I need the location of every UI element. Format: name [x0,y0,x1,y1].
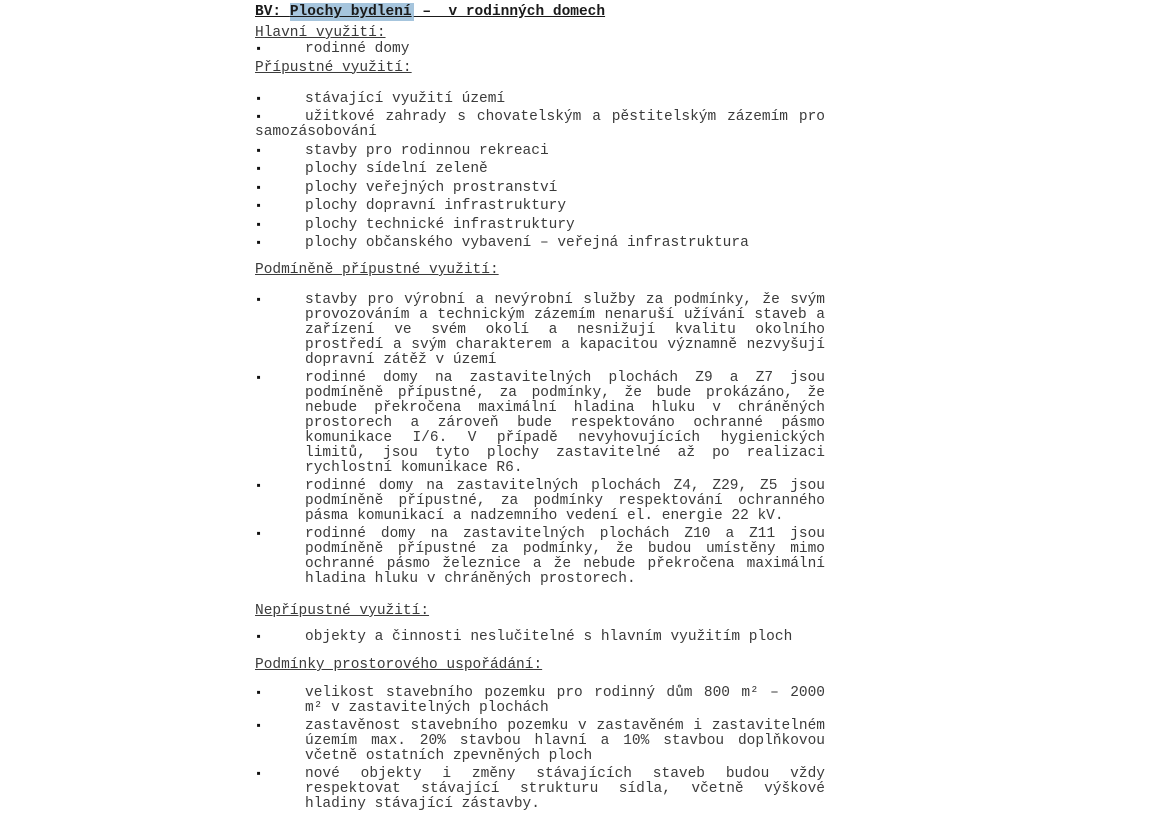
list-item-text: plochy dopravní infrastruktury [305,198,567,214]
list-item [255,293,825,368]
list-item-text: objekty a činnosti neslučitelné s hlavním využitím ploch [305,629,793,645]
bullet-square-icon: ▪ [255,180,263,195]
bullet-square-icon: ▪ [255,630,263,644]
heading-podminene-pripustne-vyuziti: Podmíněně přípustné využití: [255,262,499,278]
bullet-square-icon: ▪ [255,767,263,781]
list-item [255,371,825,476]
title-suffix: – v rodinných domech [413,4,606,20]
list-item-text: nové objekty i změny stávajících staveb budou vždy respektovat stávající strukturu sídla, včetně výškové hladiny stávající zástavby. [305,766,825,812]
list-item-text: stavby pro rodinnou rekreaci [305,142,549,159]
bullet-square-icon: ▪ [255,199,263,213]
list-item [255,199,825,214]
document-page [255,4,825,815]
bullet-square-icon: ▪ [255,91,263,106]
list-item [255,630,825,645]
heading-pripustne-vyuziti: Přípustné využití: [255,59,412,76]
list-item-text: zastavěnost stavebního pozemku v zastavěném i zastavitelném územím max. 20% stavbou hlavní a 10% stavbou doplňkovou včetně ostatních zpevněných ploch [305,718,825,764]
title-prefix: BV: [255,4,290,20]
list-item [255,236,825,251]
bullet-square-icon: ▪ [255,479,263,493]
bullet-square-icon: ▪ [255,371,263,385]
list-item [255,92,825,107]
list-item-text: plochy technické infrastruktury [305,216,575,233]
list-item-text: rodinné domy na zastavitelných plochách Z9 a Z7 jsou podmíněně přípustné, za podmínky, že bude prokázáno, že nebude překročena maximální hladina hluku v chráněných prostorech a zároveň bude respektováno ochranné pásmo komunikace I/6. V případě nevyhovujících hygienických limitů, jsou tyto plochy zastavitelné až po realizaci rychlostní komunikace R6. [305,370,825,476]
bullet-square-icon: ▪ [255,217,263,232]
list-item-text: plochy občanského vybavení – veřejná infrastruktura [305,235,749,251]
bullet-square-icon: ▪ [255,162,263,176]
bullet-square-icon: ▪ [255,686,263,700]
list-item [255,767,825,812]
list-item [255,144,825,159]
list-item-text: velikost stavebního pozemku pro rodinný dům 800 m² – 2000 m² v zastavitelných plochách [305,685,825,716]
list-item-text: užitkové zahrady s chovatelským a pěstitelským zázemím pro samozásobování [255,109,825,140]
list-item [255,719,825,764]
list-item [255,527,825,587]
title-highlight: Plochy bydlení [289,4,412,20]
bullet-square-icon: ▪ [255,42,263,56]
bullet-square-icon: ▪ [255,719,263,733]
list-item-text: plochy sídelní zeleně [305,161,488,177]
list-item [255,686,825,716]
list-item-text: plochy veřejných prostranství [305,179,558,196]
list-item-text: rodinné domy [305,41,410,57]
bullet-square-icon: ▪ [255,527,263,541]
heading-nepripustne-vyuziti: Nepřípustné využití: [255,603,430,619]
heading-hlavni-vyuziti: Hlavní využití: [255,25,386,41]
heading-podminky-prostoroveho-usporadani: Podmínky prostorového uspořádání: [255,657,543,673]
list-item [255,181,825,196]
bullet-square-icon: ▪ [255,293,263,307]
list-item-text: stavby pro výrobní a nevýrobní služby za podmínky, že svým provozováním a technickým zázemím nenaruší užívání staveb a zařízení ve svém okolí a nesnižují kvalitu okolního prostředí a svým charakterem a kapacitou významně nezvyšují dopravní zátěž v území [305,292,825,368]
list-item [255,218,825,233]
list-item-text: stávající využití území [305,90,506,107]
list-item-text: rodinné domy na zastavitelných plochách Z4, Z29, Z5 jsou podmíněně přípustné, za podmínky respektování ochranného pásma komunikací a nadzemního vedení el. energie 22 kV. [305,478,825,524]
document-title [255,4,825,21]
list-item [255,479,825,524]
list-item [255,42,825,57]
bullet-square-icon: ▪ [255,236,263,250]
list-item [255,162,825,177]
bullet-square-icon: ▪ [255,110,263,124]
list-item-text: rodinné domy na zastavitelných plochách Z10 a Z11 jsou podmíněně přípustné za podmínky, že budou umístěny mimo ochranné pásmo železnice a že nebude překročena maximální hladina hluku v chráněných prostorech. [305,526,825,587]
bullet-square-icon: ▪ [255,143,263,158]
list-item [255,110,825,140]
